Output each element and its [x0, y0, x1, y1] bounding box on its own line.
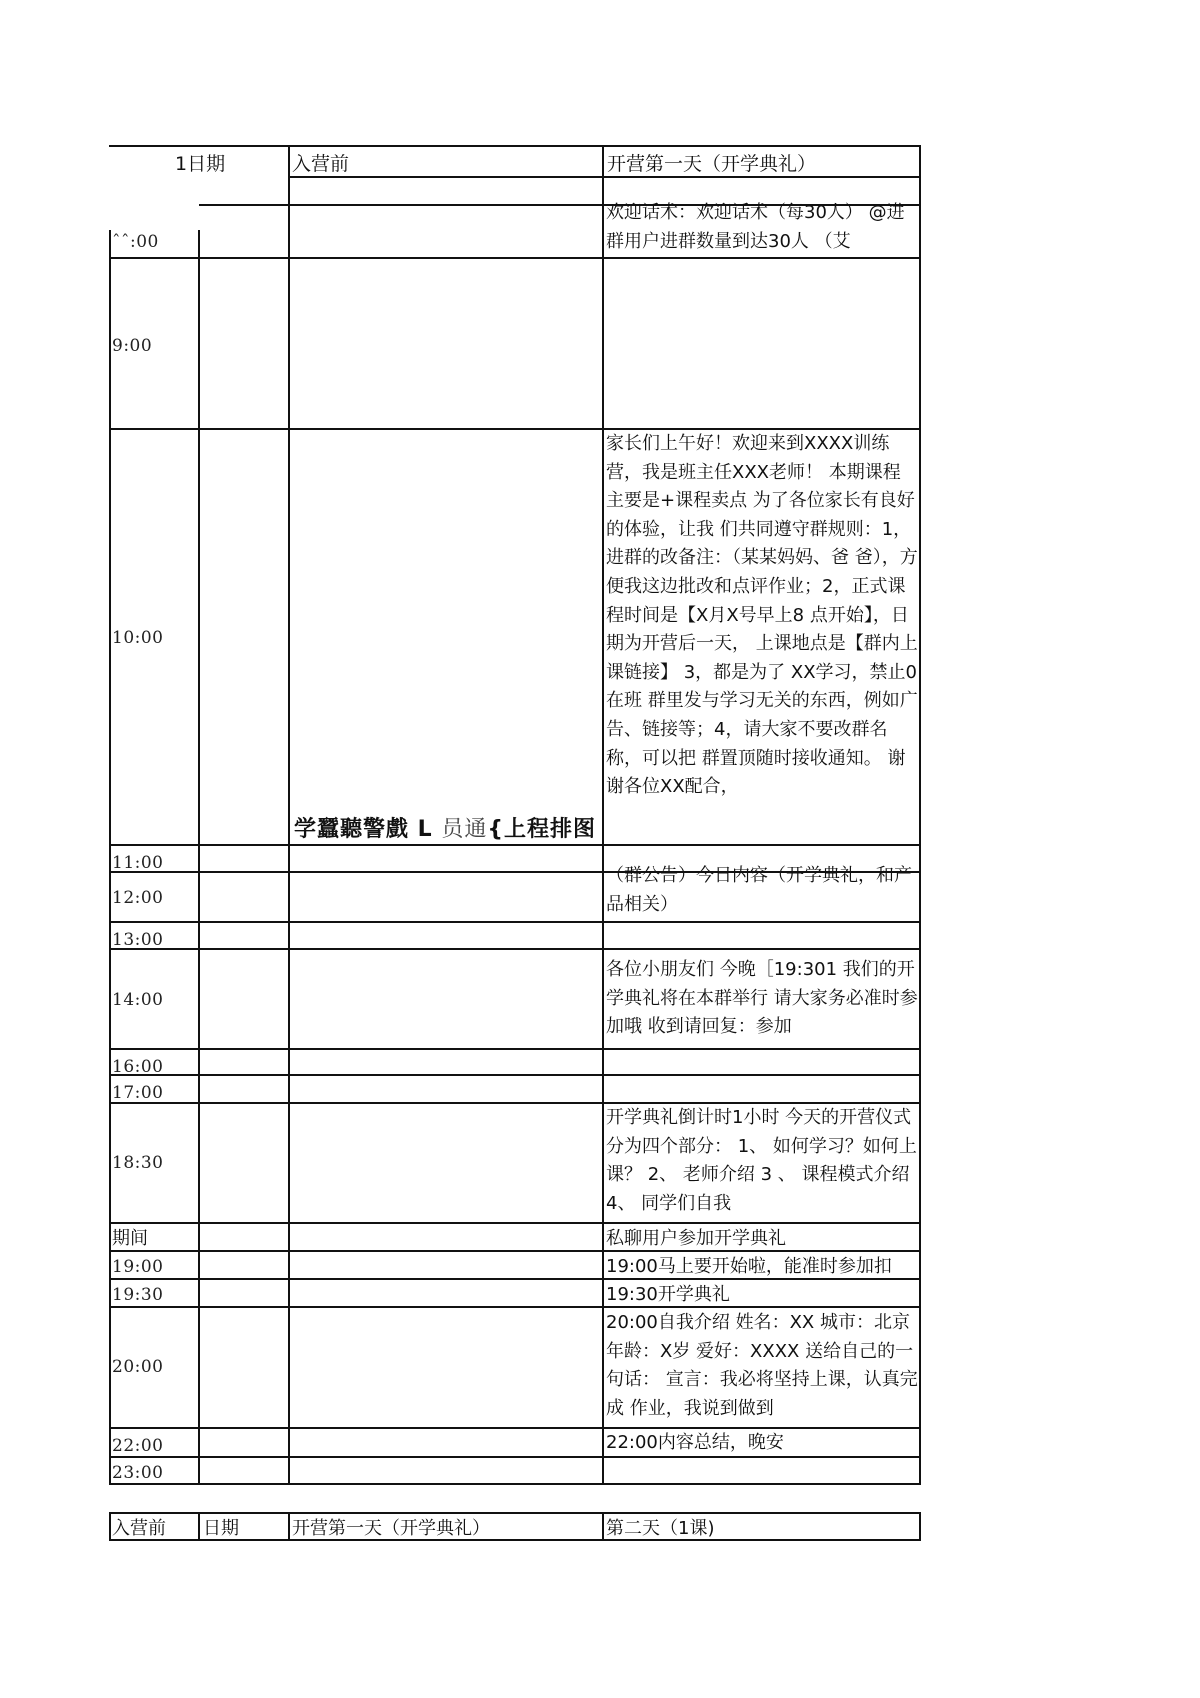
- footer-date: 日期: [203, 1518, 239, 1539]
- time-cell: 14:00: [112, 990, 164, 1010]
- overlay-tail: {上程排图: [487, 817, 597, 842]
- time-cell: 18:30: [112, 1153, 164, 1173]
- content-cell: 各位小朋友们 今晚［19:301 我们的开学典礼将在本群举行 请大家务必准时参加哦 收到请回复：参加: [606, 959, 918, 1038]
- grid-line: [109, 145, 921, 147]
- content-cell: 开学典礼倒计时1小时 今天的开营仪式分为四个部分： 1、 如何学习？如何上课？ 2、 老师介绍 3 、 课程模式介绍 4、 同学们自我: [606, 1107, 917, 1214]
- time-cell: 20:00: [112, 1357, 164, 1377]
- grid-line: [109, 948, 921, 950]
- grid-line: [198, 1512, 200, 1541]
- time-cell: 期间: [112, 1228, 148, 1249]
- grid-line: [919, 1512, 921, 1541]
- content-cell: 19:00马上要开始啦，能准时参加扣: [606, 1256, 892, 1277]
- time-cell: 11:00: [112, 853, 164, 873]
- overlay-text: [294, 812, 596, 843]
- grid-line: [602, 1512, 604, 1541]
- time-cell: 17:00: [112, 1083, 164, 1103]
- time-cell: 10:00: [112, 628, 164, 648]
- footer-day2: 第二天（1课): [606, 1518, 715, 1539]
- grid-line: [109, 257, 921, 259]
- header-before-camp: 入营前: [292, 153, 350, 175]
- time-cell: 12:00: [112, 888, 164, 908]
- content-cell: 19:30开学典礼: [606, 1284, 730, 1305]
- footer-before-camp: 入营前: [112, 1518, 166, 1539]
- time-cell: 22:00: [112, 1436, 164, 1456]
- header-date: 1日期: [175, 153, 226, 175]
- overlay-light: 员通: [441, 817, 488, 842]
- content-cell: 家长们上午好！欢迎来到XXXX训练营，我是班主任XXX老师！ 本期课程主要是+课程卖点 为了各位家长有良好的体验，让我 们共同遵守群规则：1，进群的改备注：（某某妈妈、爸 爸），方便我这边批改和点评作业；2，正式课程时间是【X月X号早上8 点开始】，日期为开营后一天， 上课地点是【群内上课链接】 3，都是为了 XX学习，禁止0在班 群里发与学习无关的东西，例如广 告、链接等；4，请大家不要改群名称，可以把 群置顶随时接收通知。 谢谢各位XX配合，: [606, 433, 918, 798]
- time-cell: 19:30: [112, 1285, 164, 1305]
- grid-line: [109, 1048, 921, 1050]
- content-cell: 欢迎话术：欢迎话术（每30人） @进群用户进群数量到达30人 （艾: [606, 202, 905, 252]
- time-cell: 9:00: [112, 336, 153, 356]
- time-cell: 19:00: [112, 1257, 164, 1277]
- content-cell: 20:00自我介绍 姓名：XX 城市：北京 年龄：X岁 爱好：XXXX 送给自己的一句话： 宣言：我必将坚持上课，认真完成 作业，我说到做到: [606, 1312, 918, 1419]
- grid-line: [288, 1512, 290, 1541]
- grid-line: [198, 230, 200, 1484]
- grid-line: [109, 1483, 921, 1485]
- grid-line: [109, 844, 921, 846]
- grid-line: [602, 145, 604, 1484]
- time-cell: ˆˆ:00: [112, 232, 159, 252]
- overlay-bold: 学蠶聽警戲 L: [294, 817, 433, 842]
- grid-line: [290, 176, 921, 178]
- time-cell: 13:00: [112, 930, 164, 950]
- grid-line: [109, 1306, 921, 1308]
- footer-day1: 开营第一天（开学典礼）: [292, 1518, 490, 1539]
- grid-line: [109, 230, 111, 1484]
- content-cell: 22:00内容总结，晚安: [606, 1432, 784, 1453]
- grid-line: [109, 1456, 921, 1458]
- grid-line: [919, 145, 921, 1484]
- grid-line: [109, 921, 921, 923]
- time-cell: 16:00: [112, 1057, 164, 1077]
- time-cell: 23:00: [112, 1463, 164, 1483]
- header-day1: 开营第一天（开学典礼）: [607, 153, 817, 175]
- content-cell: （群公告）今日内容（开学典礼，和产品相关）: [606, 865, 912, 915]
- grid-line: [109, 1512, 111, 1541]
- grid-line: [109, 1074, 921, 1076]
- grid-line: [288, 145, 290, 1484]
- content-cell: 私聊用户参加开学典礼: [606, 1228, 786, 1249]
